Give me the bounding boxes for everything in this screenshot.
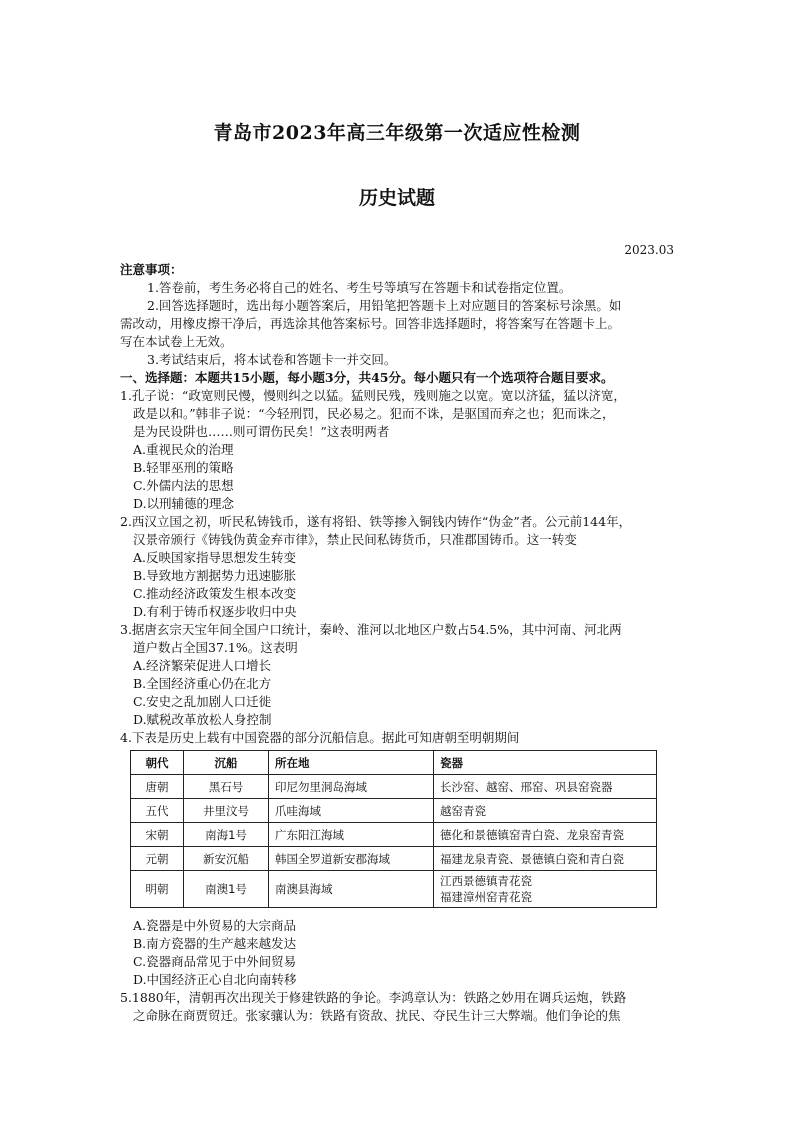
table-row xyxy=(131,871,657,908)
question-4-option-a: A.瓷器是中外贸易的大宗商品 xyxy=(133,918,297,933)
question-1-option-b: B.轻罪巫刑的策略 xyxy=(133,460,234,475)
table-cell: 德化和景德镇窑青白瓷、龙泉窑青瓷 xyxy=(434,823,657,847)
table-cell: 爪哇海域 xyxy=(269,799,434,823)
table-cell: 广东阳江海域 xyxy=(269,823,434,847)
table-cell: 新安沉船 xyxy=(184,847,269,871)
notes-line: 需改动，用橡皮擦干净后，再选涂其他答案标号。回答非选择题时，将答案写在答题卡上。 xyxy=(120,316,621,331)
question-1-option-a: A.重视民众的治理 xyxy=(133,442,234,457)
exam-title: 青岛市2023年高三年级第一次适应性检测 xyxy=(213,122,581,144)
table-cell: 越窑青瓷 xyxy=(434,799,657,823)
question-3-text: 道户数占全国37.1%。这表明 xyxy=(133,640,298,655)
exam-subtitle: 历史试题 xyxy=(358,187,435,209)
notes-heading: 注意事项： xyxy=(120,262,183,277)
table-cell: 韩国全罗道新安郡海域 xyxy=(269,847,434,871)
question-3-option-b: B.全国经济重心仍在北方 xyxy=(133,676,272,691)
question-1-text: 是为民设阱也……则可谓伤民矣！”这表明两者 xyxy=(133,424,390,439)
table-cell: 南海1号 xyxy=(184,823,269,847)
shipwreck-table xyxy=(130,750,657,908)
section-heading: 一、选择题：本题共15小题，每小题3分，共45分。每小题只有一个选项符合题目要求。 xyxy=(120,370,614,385)
question-3-text: 3.据唐玄宗天宝年间全国户口统计，秦岭、淮河以北地区户数占54.5%，其中河南、河北两 xyxy=(120,622,622,637)
table-cell: 南澳1号 xyxy=(184,871,269,908)
notes-line: 1.答卷前，考生务必将自己的姓名、考生号等填写在答题卡和试卷指定位置。 xyxy=(147,280,572,295)
question-1-option-c: C.外儒内法的思想 xyxy=(133,478,234,493)
question-1-text: 政是以和。”韩非子说：“今轻刑罚，民必易之。犯而不诛，是驱国而弃之也；犯而诛之， xyxy=(133,406,615,421)
table-header: 朝代 xyxy=(131,751,184,775)
question-1-option-d: D.以刑辅德的理念 xyxy=(133,496,235,511)
question-4-option-d: D.中国经济正心自北向南转移 xyxy=(133,972,297,987)
question-4-text: 4.下表是历史上载有中国瓷器的部分沉船信息。据此可知唐朝至明朝期间 xyxy=(120,730,520,745)
notes-line: 2.回答选择题时，选出每小题答案后，用铅笔把答题卡上对应题目的答案标号涂黑。如 xyxy=(147,298,622,313)
question-2-option-d: D.有利于铸币权逐步收归中央 xyxy=(133,604,297,619)
table-header: 所在地 xyxy=(269,751,434,775)
question-3-option-a: A.经济繁荣促进人口增长 xyxy=(133,658,272,673)
question-5-text: 之命脉在商贾贸迁。张家骧认为：铁路有资敌、扰民、夺民生计三大弊端。他们争论的焦 xyxy=(133,1008,621,1023)
table-row xyxy=(131,775,657,799)
question-5-text: 5.1880年，清朝再次出现关于修建铁路的争论。李鸿章认为：铁路之妙用在调兵运炮，铁路 xyxy=(120,990,627,1005)
table-cell: 宋朝 xyxy=(131,823,184,847)
question-2-option-a: A.反映国家指导思想发生转变 xyxy=(133,550,297,565)
table-header-row xyxy=(131,751,657,775)
table-cell: 五代 xyxy=(131,799,184,823)
table-cell: 井里汶号 xyxy=(184,799,269,823)
question-4-option-b: B.南方瓷器的生产越来越发达 xyxy=(133,936,297,951)
table-cell: 南澳县海域 xyxy=(269,871,434,908)
notes-line: 3.考试结束后，将本试卷和答题卡一并交回。 xyxy=(147,352,397,367)
question-2-option-c: C.推动经济政策发生根本改变 xyxy=(133,586,297,601)
table-cell: 明朝 xyxy=(131,871,184,908)
exam-date: 2023.03 xyxy=(624,243,674,257)
table-cell-line: 江西景德镇青花瓷 xyxy=(440,874,532,888)
question-2-text: 汉景帝颁行《铸钱伪黄金弃市律》，禁止民间私铸货币，只准郡国铸币。这一转变 xyxy=(133,532,577,547)
table-cell: 福建龙泉青瓷、景德镇白瓷和青白瓷 xyxy=(434,847,657,871)
table-row xyxy=(131,847,657,871)
question-1-text: 1.孔子说：“政宽则民慢，慢则纠之以猛。猛则民残，残则施之以宽。宽以济猛，猛以济宽， xyxy=(120,388,626,403)
table-cell-line: 福建漳州窑青花瓷 xyxy=(440,890,532,904)
table-row xyxy=(131,823,657,847)
question-3-option-c: C.安史之乱加剧人口迁徙 xyxy=(133,694,272,709)
question-2-option-b: B.导致地方割据势力迅速膨胀 xyxy=(133,568,297,583)
table-cell: 长沙窑、越窑、邢窑、巩县窑瓷器 xyxy=(434,775,657,799)
question-3-option-d: D.赋税改革放松人身控制 xyxy=(133,712,272,727)
notes-line: 写在本试卷上无效。 xyxy=(120,334,233,349)
table-row xyxy=(131,799,657,823)
table-cell xyxy=(434,871,657,908)
table-cell: 印尼勿里洞岛海域 xyxy=(269,775,434,799)
question-4-option-c: C.瓷器商品常见于中外间贸易 xyxy=(133,954,297,969)
table-cell: 元朝 xyxy=(131,847,184,871)
table-header: 沉船 xyxy=(184,751,269,775)
table-cell: 黑石号 xyxy=(184,775,269,799)
table-cell: 唐朝 xyxy=(131,775,184,799)
table-header: 瓷器 xyxy=(434,751,657,775)
question-2-text: 2.西汉立国之初，听民私铸钱币，遂有将铅、铁等掺入铜钱内铸作“伪金”者。公元前144年， xyxy=(120,514,632,529)
